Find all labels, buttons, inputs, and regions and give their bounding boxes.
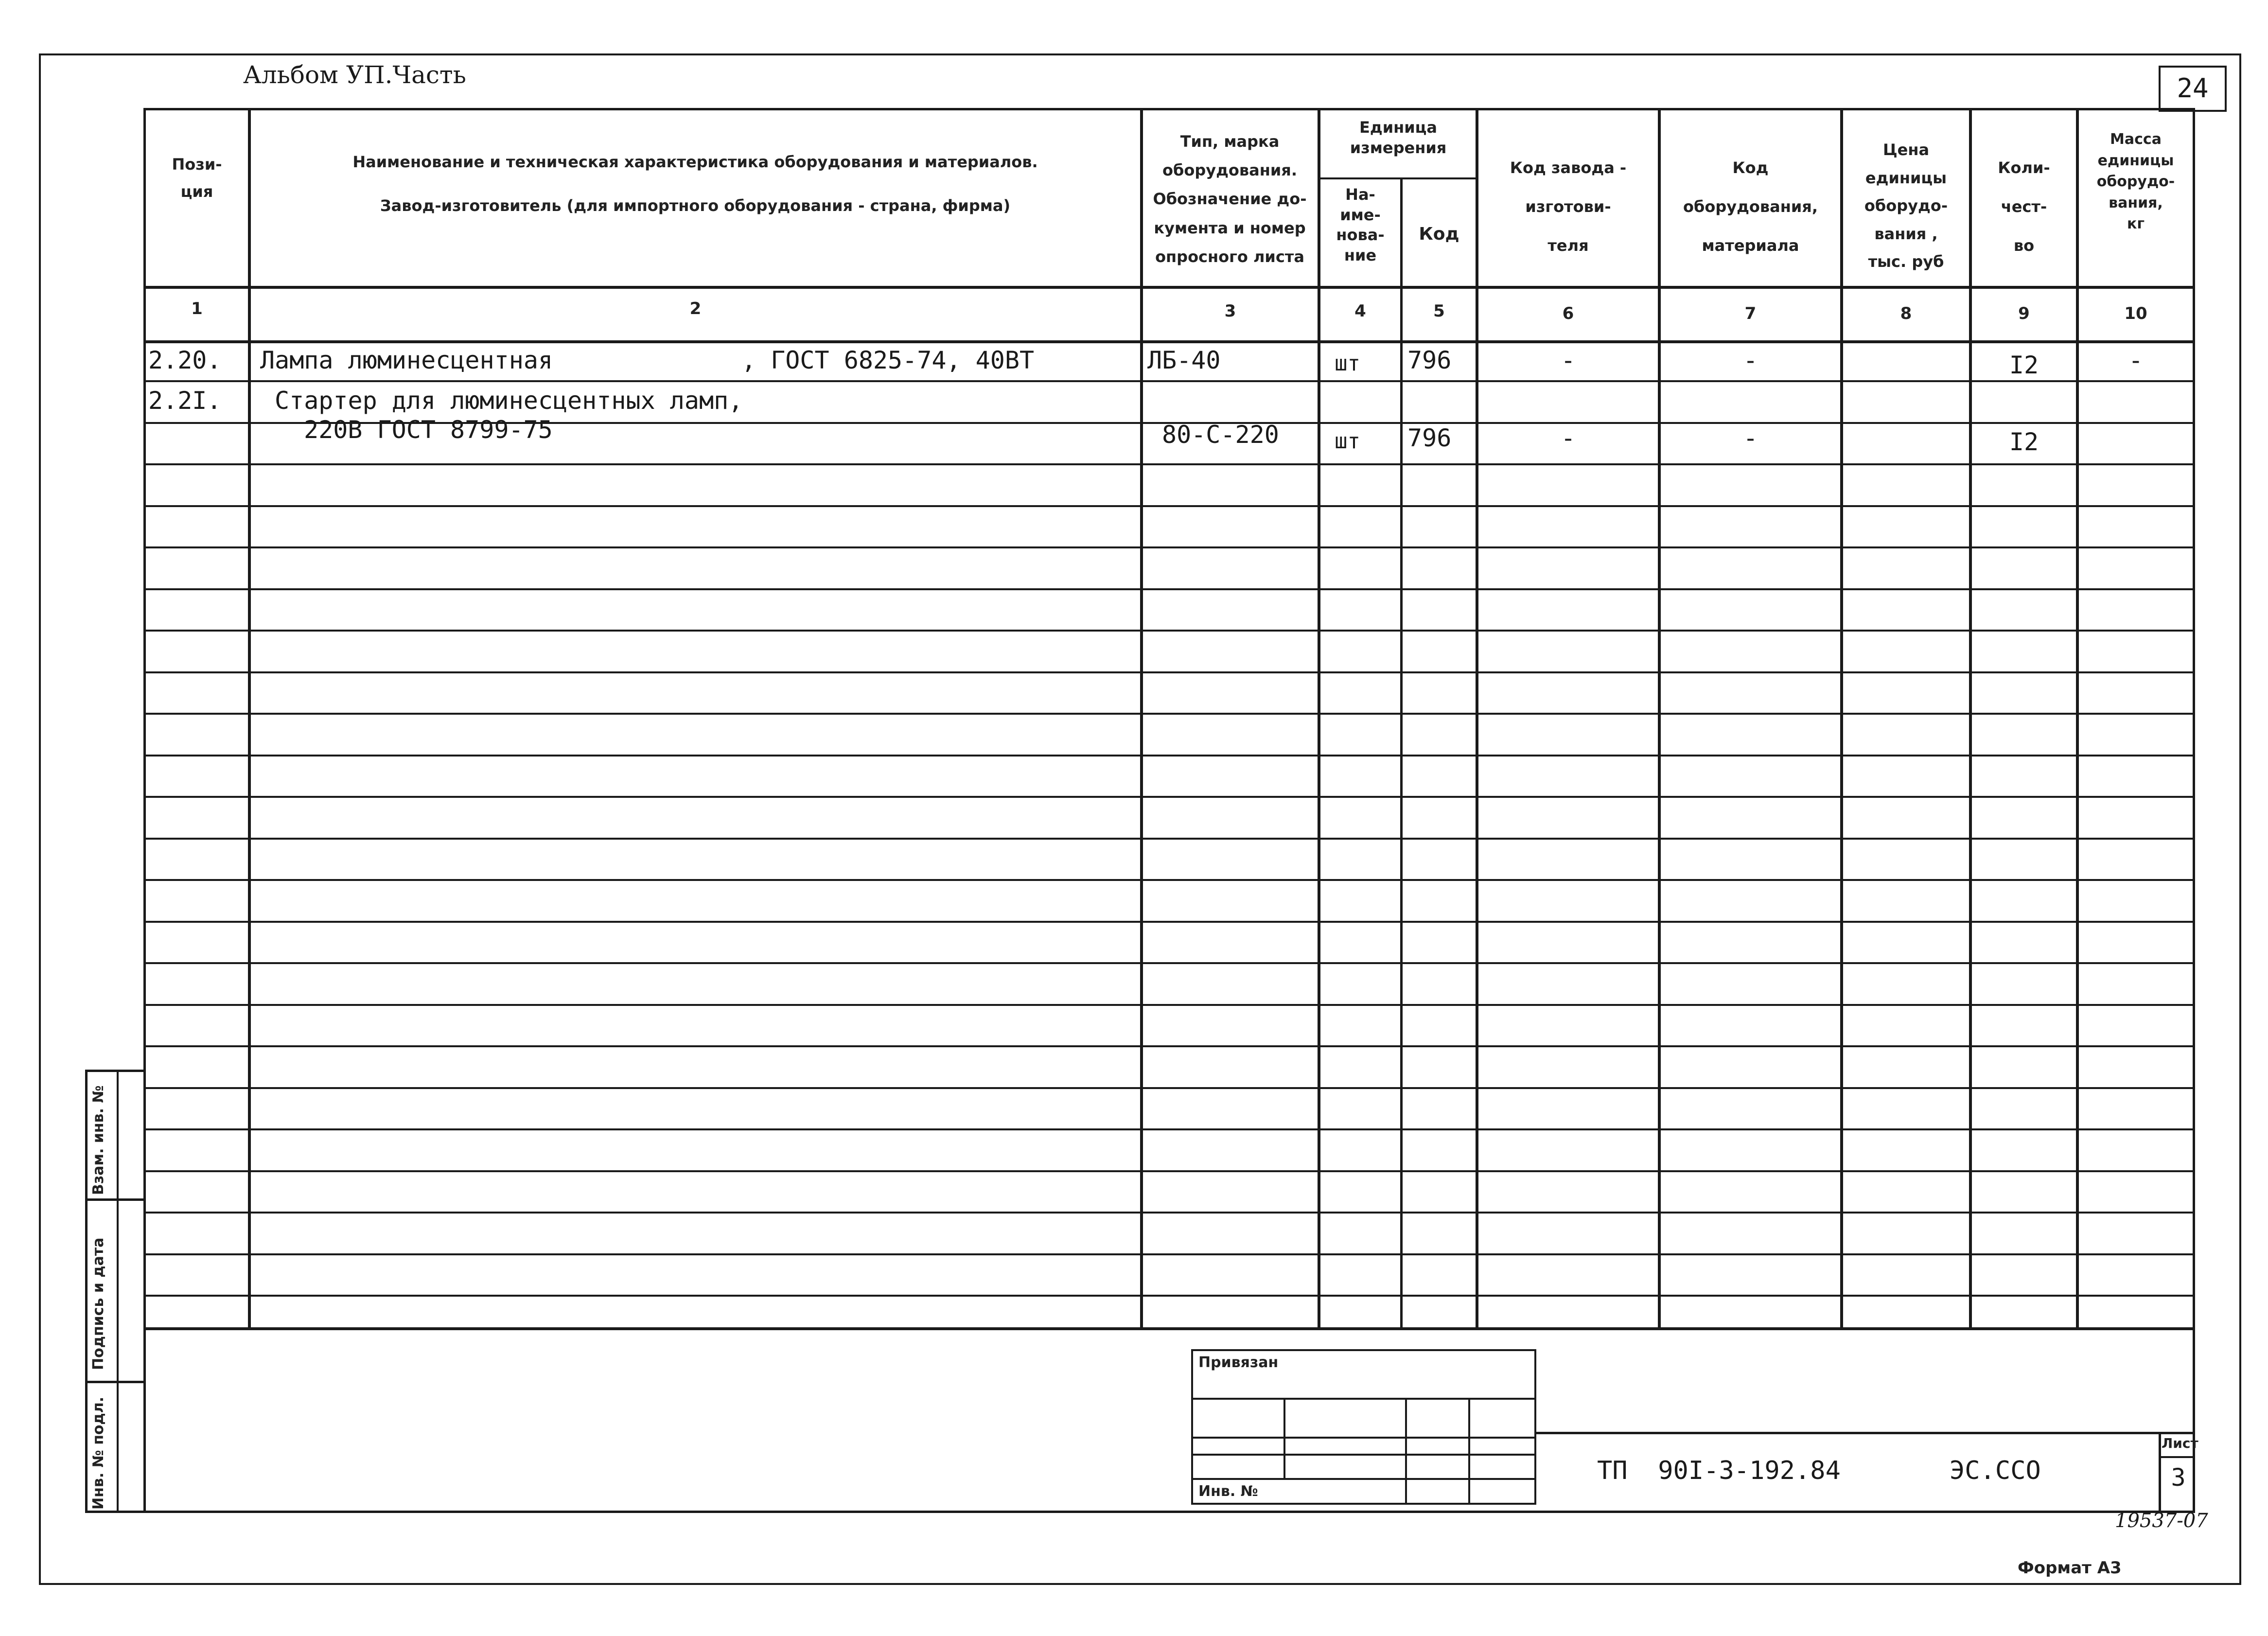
- linked-stamp-v1: [1283, 1398, 1285, 1478]
- header-type: Тип, марка оборудования. Обозначение до- кумента и номер опросного листа: [1153, 132, 1307, 266]
- header-position: Пози- ция: [172, 155, 222, 201]
- row1-unit-code: 796: [1407, 346, 1452, 374]
- side-stamp-sign-date: Подпись и дата: [90, 1237, 107, 1370]
- header-unit-group: Единица измерения: [1350, 118, 1447, 157]
- header-unit-name: На- име- нова- ние: [1336, 185, 1385, 264]
- linked-stamp-h4: [1191, 1478, 1536, 1480]
- row3-quantity: I2: [2009, 428, 2039, 456]
- colnum-5: 5: [1433, 301, 1445, 321]
- row-line: [143, 1212, 2195, 1214]
- row-line: [143, 1253, 2195, 1255]
- colnum-8: 8: [1900, 304, 1912, 323]
- row1-equip-code: -: [1743, 346, 1758, 374]
- row-line: [143, 671, 2195, 673]
- colnum-1: 1: [191, 299, 203, 318]
- row3-unit-code: 796: [1407, 424, 1452, 452]
- row1-unit: шт: [1335, 351, 1360, 376]
- col-line-6: [1658, 108, 1661, 1328]
- row3-factory-code: -: [1561, 424, 1576, 452]
- colnum-9: 9: [2018, 304, 2030, 323]
- row2-name: Стартер для люминесцентных ламп,: [275, 387, 743, 415]
- header-name-line1: Наименование и техническая характеристика оборудования и материалов.: [352, 153, 1038, 171]
- album-title: Альбом УП.Часть: [243, 61, 466, 89]
- col-line-9: [2076, 108, 2079, 1328]
- header-mass: Масса единицы оборудо- вания, кг: [2096, 131, 2175, 232]
- row1-standard: , ГОСТ 6825-74, 40ВТ: [741, 346, 1035, 374]
- colnum-3: 3: [1224, 301, 1236, 321]
- header-unit-code: Код: [1419, 224, 1459, 244]
- format-label: Формат А3: [2018, 1558, 2122, 1578]
- row1-factory-code: -: [1561, 346, 1576, 374]
- row1-quantity: I2: [2009, 351, 2039, 379]
- archive-number: 19537-07: [2115, 1510, 2208, 1532]
- section-code: ЭС.ССО: [1950, 1456, 2041, 1485]
- row-line: [143, 630, 2195, 632]
- col-line-4: [1400, 177, 1403, 1328]
- title-block-top: [1536, 1432, 2195, 1434]
- side-stamp-sep2: [85, 1381, 146, 1383]
- row-line: [143, 588, 2195, 590]
- col-line-3: [1318, 108, 1320, 1328]
- row3-name: 220В ГОСТ 8799-75: [304, 416, 553, 444]
- page-number: 24: [2177, 73, 2209, 104]
- row-line: [143, 1087, 2195, 1089]
- row-line: [143, 1295, 2195, 1297]
- row-line: [143, 505, 2195, 507]
- row3-unit: шт: [1335, 429, 1360, 454]
- row-line: [143, 546, 2195, 548]
- row-line: [143, 713, 2195, 715]
- row-line: [143, 1045, 2195, 1047]
- header-equip-code: Код оборудования, материала: [1683, 158, 1818, 255]
- sheet-box-mid: [2159, 1456, 2195, 1458]
- linked-label: Привязан: [1198, 1354, 1279, 1371]
- col-line-2: [1140, 108, 1143, 1328]
- side-stamp-inv-replace: Взам. инв. №: [90, 1085, 107, 1195]
- row1-type: ЛБ-40: [1147, 346, 1221, 374]
- header-quantity: Коли- чест- во: [1998, 158, 2050, 255]
- side-stamp-inv-orig: Инв. № подл.: [90, 1396, 107, 1510]
- side-stamp-divider: [117, 1070, 119, 1513]
- col-line-5: [1476, 108, 1478, 1328]
- sheet-number: 3: [2171, 1463, 2186, 1492]
- row-line: [143, 921, 2195, 923]
- row-line: [143, 463, 2195, 465]
- row-line: [143, 1128, 2195, 1130]
- header-bottom-line: [143, 286, 2195, 289]
- row-line: [143, 755, 2195, 756]
- header-factory-code: Код завода - изготови- теля: [1510, 158, 1627, 255]
- linked-stamp-h1: [1191, 1398, 1536, 1400]
- linked-stamp-v2: [1405, 1398, 1407, 1505]
- row1-name: Лампа люминесцентная: [260, 346, 553, 374]
- colnum-7: 7: [1744, 304, 1757, 323]
- doc-code: ТП 90I-3-192.84: [1597, 1456, 1841, 1485]
- linked-stamp-h2: [1191, 1437, 1536, 1439]
- numbers-bottom-line: [143, 340, 2195, 343]
- row-line: [143, 879, 2195, 881]
- row-line: [143, 796, 2195, 798]
- colnum-4: 4: [1354, 301, 1366, 321]
- col-line-1: [248, 108, 251, 1328]
- sheet-box-left: [2159, 1432, 2161, 1513]
- linked-stamp-h3: [1191, 1454, 1536, 1456]
- colnum-6: 6: [1562, 304, 1574, 323]
- sheet-label: Лист: [2162, 1435, 2198, 1451]
- row-line: [143, 380, 2195, 382]
- row1-position: 2.20.: [148, 346, 222, 374]
- linked-stamp-v3: [1468, 1398, 1470, 1505]
- side-stamp-sep1: [85, 1198, 146, 1201]
- row-line: [143, 962, 2195, 964]
- header-price: Цена единицы оборудо- вания , тыс. руб: [1864, 141, 1948, 271]
- body-bottom-line: [143, 1327, 2195, 1330]
- row-line: [143, 1170, 2195, 1172]
- colnum-2: 2: [689, 299, 702, 318]
- row2-position: 2.2I.: [148, 387, 222, 415]
- unit-group-line: [1318, 177, 1477, 179]
- row-line: [143, 1004, 2195, 1006]
- col-line-8: [1969, 108, 1972, 1328]
- colnum-10: 10: [2124, 304, 2147, 323]
- row-line: [143, 838, 2195, 840]
- row3-equip-code: -: [1743, 424, 1758, 452]
- row3-type: 80-С-220: [1162, 421, 1279, 449]
- header-name-line2: Завод-изготовитель (для импортного оборудования - страна, фирма): [380, 196, 1011, 215]
- row1-mass: -: [2128, 346, 2144, 374]
- linked-stamp-frame: [1191, 1349, 1536, 1505]
- inv-no-label: Инв. №: [1198, 1483, 1258, 1500]
- col-line-7: [1840, 108, 1843, 1328]
